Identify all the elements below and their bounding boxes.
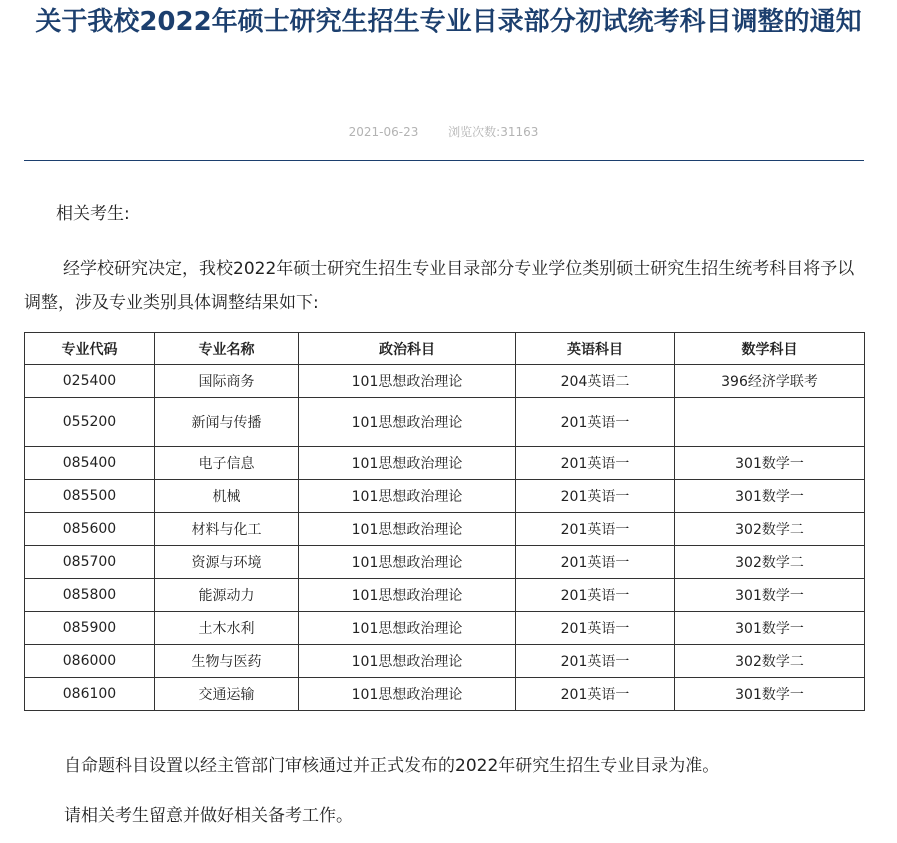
header-english-subject: 英语科目 [516,333,675,365]
cell-major-code: 085500 [25,480,155,513]
subjects-table [24,332,865,711]
cell-math [675,398,865,447]
greeting: 相关考生: [56,204,130,224]
table-row [25,645,865,678]
table-row [25,480,865,513]
cell-math: 301数学一 [675,480,865,513]
cell-major-code: 086000 [25,645,155,678]
cell-math: 302数学二 [675,645,865,678]
cell-math: 396经济学联考 [675,365,865,398]
cell-politics: 101思想政治理论 [299,546,516,579]
cell-major-code: 085700 [25,546,155,579]
cell-major-name: 国际商务 [155,365,299,398]
cell-major-name: 能源动力 [155,579,299,612]
cell-politics: 101思想政治理论 [299,513,516,546]
cell-english: 201英语一 [516,513,675,546]
cell-politics: 101思想政治理论 [299,447,516,480]
publish-date: 2021-06-23 [348,125,419,139]
cell-english: 201英语一 [516,579,675,612]
cell-major-code: 085400 [25,447,155,480]
cell-major-name: 电子信息 [155,447,299,480]
cell-major-name: 土木水利 [155,612,299,645]
cell-major-name: 新闻与传播 [155,398,299,447]
closing-paragraph-2: 请相关考生留意并做好相关备考工作。 [64,806,353,826]
cell-major-code: 085900 [25,612,155,645]
cell-math: 301数学一 [675,612,865,645]
cell-math: 301数学一 [675,447,865,480]
cell-major-name: 材料与化工 [155,513,299,546]
cell-major-code: 025400 [25,365,155,398]
cell-english: 201英语一 [516,480,675,513]
cell-politics: 101思想政治理论 [299,480,516,513]
cell-politics: 101思想政治理论 [299,645,516,678]
article-meta [0,122,887,142]
header-politics-subject: 政治科目 [299,333,516,365]
cell-major-code: 085600 [25,513,155,546]
closing-paragraph-1: 自命题科目设置以经主管部门审核通过并正式发布的2022年研究生招生专业目录为准。 [64,756,720,776]
cell-english: 201英语一 [516,645,675,678]
cell-english: 201英语一 [516,546,675,579]
cell-major-code: 055200 [25,398,155,447]
cell-english: 204英语二 [516,365,675,398]
table-row [25,447,865,480]
cell-major-name: 交通运输 [155,678,299,711]
intro-paragraph: 经学校研究决定，我校2022年硕士研究生招生专业目录部分专业学位类别硕士研究生招生统考科目将予以调整，涉及专业类别具体调整结果如下: [24,259,855,313]
table-row [25,546,865,579]
cell-major-code: 085800 [25,579,155,612]
header-math-subject: 数学科目 [675,333,865,365]
table-row [25,612,865,645]
cell-major-name: 资源与环境 [155,546,299,579]
cell-english: 201英语一 [516,678,675,711]
cell-politics: 101思想政治理论 [299,678,516,711]
page-title: 关于我校2022年硕士研究生招生专业目录部分初试统考科目调整的通知 [35,7,862,37]
table-row [25,678,865,711]
header-major-code: 专业代码 [25,333,155,365]
cell-english: 201英语一 [516,612,675,645]
title-divider [24,160,864,161]
cell-math: 301数学一 [675,678,865,711]
cell-politics: 101思想政治理论 [299,579,516,612]
views-label: 浏览次数: [448,125,501,139]
table-row [25,365,865,398]
views-count: 31163 [500,125,539,139]
cell-politics: 101思想政治理论 [299,612,516,645]
cell-major-name: 机械 [155,480,299,513]
table-row [25,513,865,546]
cell-major-name: 生物与医药 [155,645,299,678]
cell-math: 302数学二 [675,546,865,579]
table-header-row [25,333,865,365]
table-row [25,579,865,612]
cell-english: 201英语一 [516,398,675,447]
cell-politics: 101思想政治理论 [299,365,516,398]
cell-major-code: 086100 [25,678,155,711]
cell-politics: 101思想政治理论 [299,398,516,447]
header-major-name: 专业名称 [155,333,299,365]
table-row [25,398,865,447]
cell-english: 201英语一 [516,447,675,480]
cell-math: 302数学二 [675,513,865,546]
cell-math: 301数学一 [675,579,865,612]
